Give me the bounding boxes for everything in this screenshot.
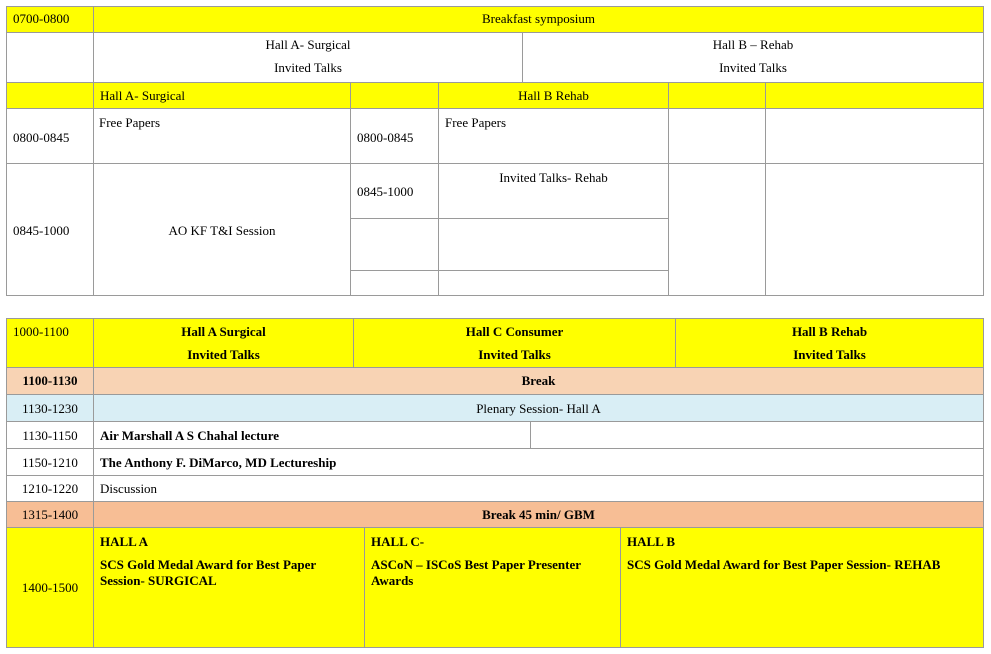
cell-award-hall-a (93, 527, 365, 648)
invited-talks-label: Invited Talks (793, 347, 866, 362)
time-label: 0845-1000 (357, 184, 414, 199)
cell-empty (765, 163, 984, 296)
cell-empty (668, 108, 766, 164)
cell-time-0845-b (350, 163, 439, 219)
time-label: 0700-0800 (13, 11, 70, 26)
cell-free-papers-a (93, 108, 351, 164)
cell-empty (765, 108, 984, 164)
time-label: 1100-1130 (22, 373, 78, 388)
cell-breakfast-symposium (93, 6, 984, 33)
cell-time-1130-1150 (6, 421, 94, 449)
cell-time-1100 (6, 367, 94, 395)
hall-a-label: Hall A- Surgical (265, 37, 351, 52)
cell-time-1130 (6, 394, 94, 422)
cell-empty (438, 270, 669, 296)
hall-c-award-text: ASCoN – ISCoS Best Paper Presenter Awards (371, 557, 581, 588)
gbm-break-label: Break 45 min/ GBM (482, 507, 595, 522)
cell-dimarco-lectureship (93, 448, 984, 476)
cell-chahal-lecture (93, 421, 531, 449)
hall-b-header-label: Hall B Rehab (518, 88, 589, 103)
cell-time-0800-b (350, 108, 439, 164)
cell-hall-b-header (438, 82, 669, 109)
cell-empty (350, 82, 439, 109)
time-label: 1000-1100 (13, 324, 69, 339)
discussion-label: Discussion (100, 481, 158, 496)
cell-empty (668, 163, 766, 296)
cell-hall-b-rehab (675, 318, 984, 368)
cell-empty (668, 82, 766, 109)
cell-hall-b-invited (522, 32, 984, 83)
cell-time-0700 (6, 6, 94, 33)
cell-empty (6, 82, 94, 109)
cell-time-1000 (6, 318, 94, 368)
cell-free-papers-b (438, 108, 669, 164)
invited-talks-rehab-label: Invited Talks- Rehab (499, 170, 608, 185)
cell-hall-a-surgical (93, 318, 354, 368)
time-label: 0845-1000 (13, 223, 70, 238)
hall-b-rehab-label: Hall B Rehab (791, 324, 868, 339)
hall-a-surgical-label: Hall A Surgical (181, 324, 266, 339)
cell-time-1400 (6, 527, 94, 648)
cell-time-0800 (6, 108, 94, 164)
hall-b-label: Hall B – Rehab (712, 37, 794, 52)
cell-empty (530, 421, 984, 449)
cell-empty (6, 32, 94, 83)
cell-time-1210-1220 (6, 475, 94, 502)
time-label: 1210-1220 (21, 481, 79, 496)
time-label: 1150-1210 (22, 455, 78, 470)
cell-award-hall-b (620, 527, 984, 648)
ao-kf-session-label: AO KF T&I Session (168, 223, 276, 238)
cell-empty (438, 218, 669, 271)
hall-b-award-text: SCS Gold Medal Award for Best Paper Session- REHAB (627, 557, 941, 572)
time-label: 1315-1400 (21, 507, 79, 522)
chahal-lecture-label: Air Marshall A S Chahal lecture (100, 428, 279, 443)
cell-award-hall-c (364, 527, 621, 648)
cell-hall-a-header (93, 82, 351, 109)
time-label: 1130-1150 (22, 428, 78, 443)
cell-time-1315 (6, 501, 94, 528)
breakfast-symposium-label: Breakfast symposium (481, 11, 595, 26)
hall-c-consumer-label: Hall C Consumer (465, 324, 564, 339)
free-papers-label: Free Papers (445, 115, 507, 130)
hall-c-title: HALL C- (371, 534, 425, 549)
hall-b-title: HALL B (627, 534, 676, 549)
invited-talks-label: Invited Talks (719, 60, 787, 75)
cell-empty (350, 218, 439, 271)
cell-invited-talks-rehab (438, 163, 669, 219)
cell-discussion (93, 475, 984, 502)
cell-hall-a-invited (93, 32, 523, 83)
break-label: Break (521, 373, 556, 388)
time-label: 1400-1500 (21, 580, 79, 595)
time-label: 0800-0845 (13, 130, 70, 145)
hall-a-header-label: Hall A- Surgical (100, 88, 185, 103)
time-label: 1130-1230 (22, 401, 78, 416)
cell-time-1150-1210 (6, 448, 94, 476)
cell-plenary-session (93, 394, 984, 422)
hall-a-title: HALL A (100, 534, 149, 549)
invited-talks-label: Invited Talks (478, 347, 551, 362)
dimarco-lectureship-label: The Anthony F. DiMarco, MD Lectureship (100, 455, 337, 470)
invited-talks-label: Invited Talks (274, 60, 342, 75)
invited-talks-label: Invited Talks (187, 347, 260, 362)
cell-gbm-break (93, 501, 984, 528)
plenary-session-label: Plenary Session- Hall A (476, 401, 601, 416)
cell-empty (350, 270, 439, 296)
cell-empty (765, 82, 984, 109)
time-label: 0800-0845 (357, 130, 414, 145)
free-papers-label: Free Papers (99, 115, 161, 130)
cell-break (93, 367, 984, 395)
cell-hall-c-consumer (353, 318, 676, 368)
cell-time-0845 (6, 163, 94, 296)
hall-a-award-text: SCS Gold Medal Award for Best Paper Session- SURGICAL (100, 557, 316, 588)
cell-ao-kf-session (93, 163, 351, 296)
